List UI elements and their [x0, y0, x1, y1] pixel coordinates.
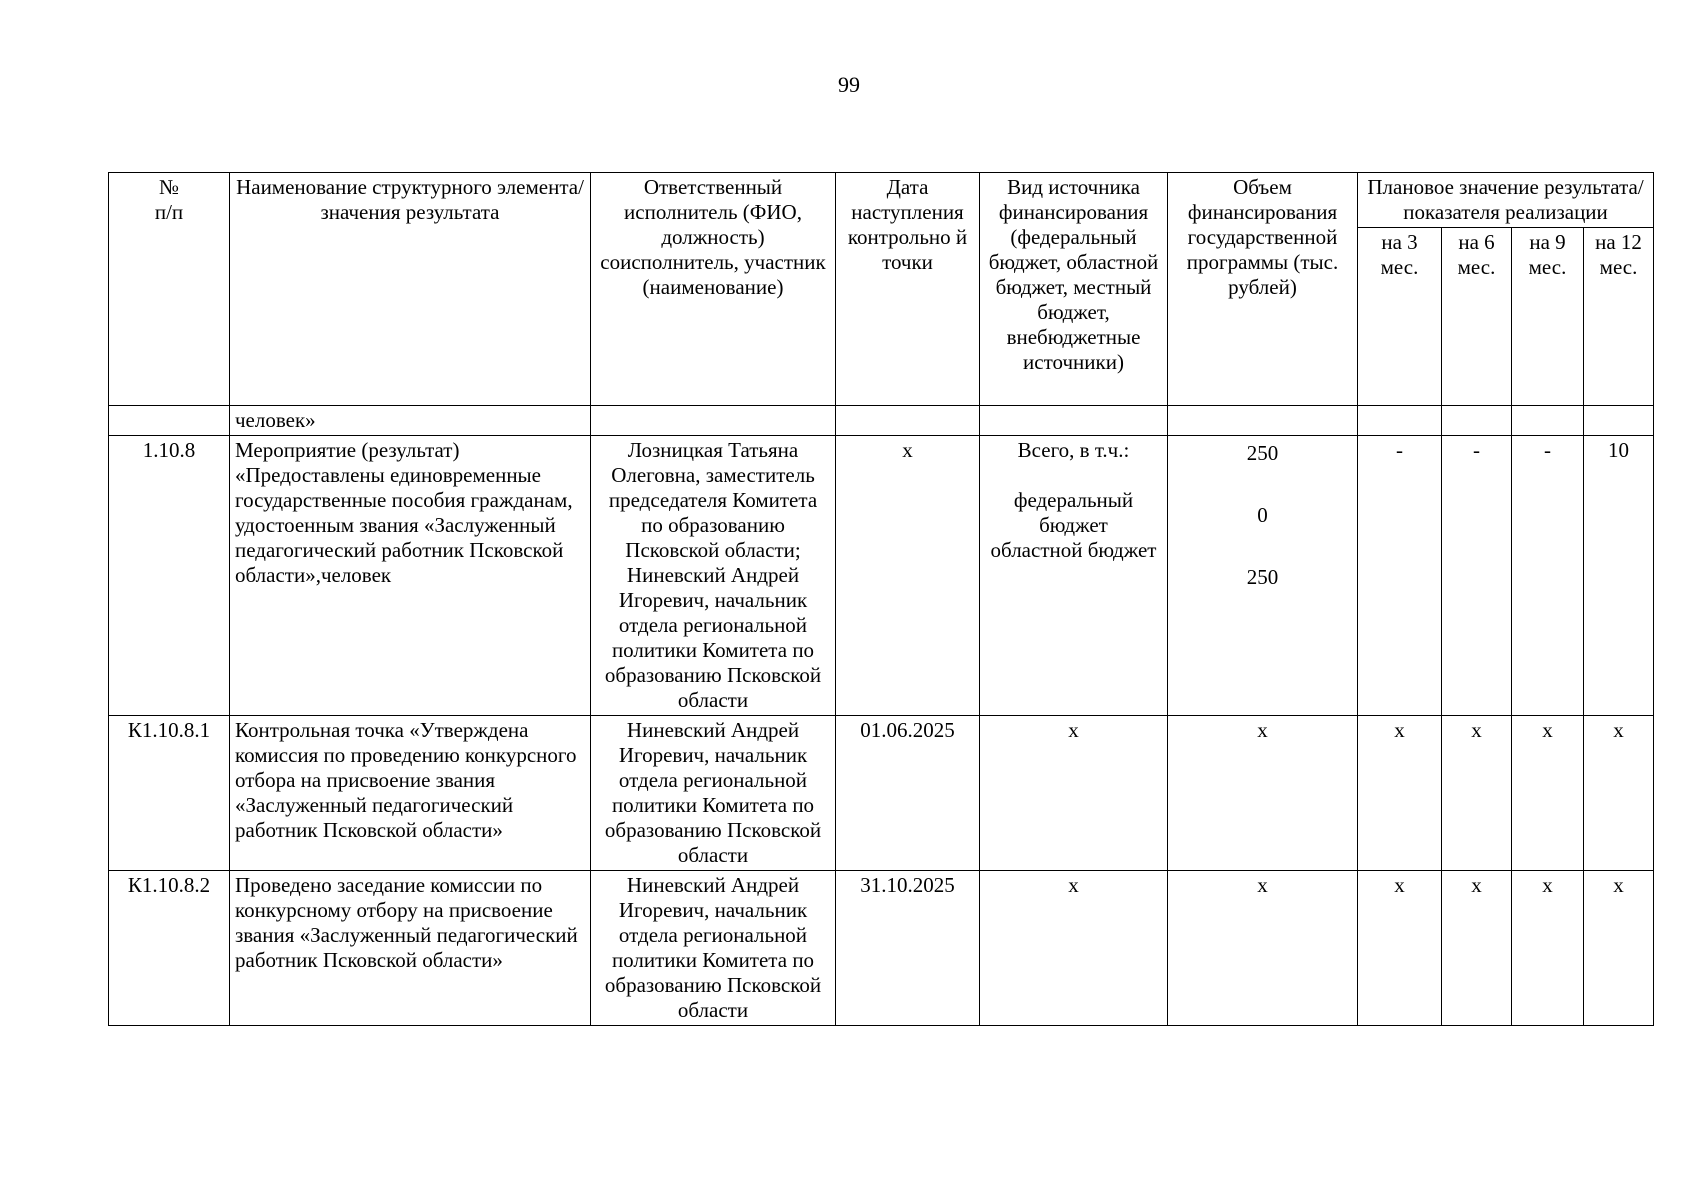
header-plan: Плановое значение результата/показателя реализации [1358, 173, 1654, 228]
header-volume: Объем финансирования государственной программы (тыс. рублей) [1168, 173, 1358, 406]
cell-num: К1.10.8.1 [109, 716, 230, 871]
cell-source: Всего, в т.ч.: федеральный бюджет областной бюджет [980, 436, 1168, 716]
cell-source: x [980, 716, 1168, 871]
cell-date: x [836, 436, 980, 716]
cell-m12: x [1584, 871, 1654, 1026]
cell-num [109, 406, 230, 436]
header-m6: на 6 мес. [1442, 228, 1512, 406]
table-row [109, 406, 1654, 436]
cell-volume: 250 0 250 [1168, 436, 1358, 716]
cell-name: Проведено заседание комиссии по конкурсному отбору на присвоение звания «Заслуженный педагогический работник Псковской области» [230, 871, 591, 1026]
cell-responsible [591, 406, 836, 436]
cell-name: Мероприятие (результат) «Предоставлены единовременные государственные пособия гражданам, удостоенным звания «Заслуженный педагогический работник Псковской области»,человек [230, 436, 591, 716]
cell-responsible: Ниневский Андрей Игоревич, начальник отдела региональной политики Комитета по образованию Псковской области [591, 716, 836, 871]
cell-m6: - [1442, 436, 1512, 716]
header-row [109, 173, 1654, 228]
cell-name: человек» [230, 406, 591, 436]
cell-m9: - [1512, 436, 1584, 716]
header-m3: на 3 мес. [1358, 228, 1442, 406]
table-row [109, 436, 1654, 716]
cell-source: x [980, 871, 1168, 1026]
cell-m6 [1442, 406, 1512, 436]
header-source: Вид источника финансирования (федеральный бюджет, областной бюджет, местный бюджет, внебюджетные источники) [980, 173, 1168, 406]
page-number: 99 [838, 72, 860, 97]
cell-m9: x [1512, 871, 1584, 1026]
cell-m9 [1512, 406, 1584, 436]
cell-m3: x [1358, 716, 1442, 871]
cell-m6: x [1442, 716, 1512, 871]
header-num: № п/п [109, 173, 230, 406]
header-m12: на 12 мес. [1584, 228, 1654, 406]
cell-num: 1.10.8 [109, 436, 230, 716]
cell-responsible: Ниневский Андрей Игоревич, начальник отдела региональной политики Комитета по образованию Псковской области [591, 871, 836, 1026]
cell-m3: x [1358, 871, 1442, 1026]
cell-m12: 10 [1584, 436, 1654, 716]
cell-responsible: Лозницкая Татьяна Олеговна, заместитель председателя Комитета по образованию Псковской области; Ниневский Андрей Игоревич, начальник отдела региональной политики Комитета по образованию Псковской области [591, 436, 836, 716]
cell-name: Контрольная точка «Утверждена комиссия по проведению конкурсного отбора на присвоение звания «Заслуженный педагогический работник Псковской области» [230, 716, 591, 871]
cell-volume [1168, 406, 1358, 436]
cell-num: К1.10.8.2 [109, 871, 230, 1026]
program-plan-table [108, 172, 1654, 1026]
cell-m3: - [1358, 436, 1442, 716]
cell-m12: x [1584, 716, 1654, 871]
header-date: Дата наступления контрольно й точки [836, 173, 980, 406]
cell-m9: x [1512, 716, 1584, 871]
cell-m3 [1358, 406, 1442, 436]
cell-date: 01.06.2025 [836, 716, 980, 871]
header-name: Наименование структурного элемента/ значения результата [230, 173, 591, 406]
cell-volume: x [1168, 871, 1358, 1026]
cell-volume: x [1168, 716, 1358, 871]
header-responsible: Ответственный исполнитель (ФИО, должность) соисполнитель, участник (наименование) [591, 173, 836, 406]
cell-date [836, 406, 980, 436]
header-m9: на 9 мес. [1512, 228, 1584, 406]
cell-date: 31.10.2025 [836, 871, 980, 1026]
table-row [109, 871, 1654, 1026]
table-row [109, 716, 1654, 871]
cell-m12 [1584, 406, 1654, 436]
cell-source [980, 406, 1168, 436]
cell-m6: x [1442, 871, 1512, 1026]
